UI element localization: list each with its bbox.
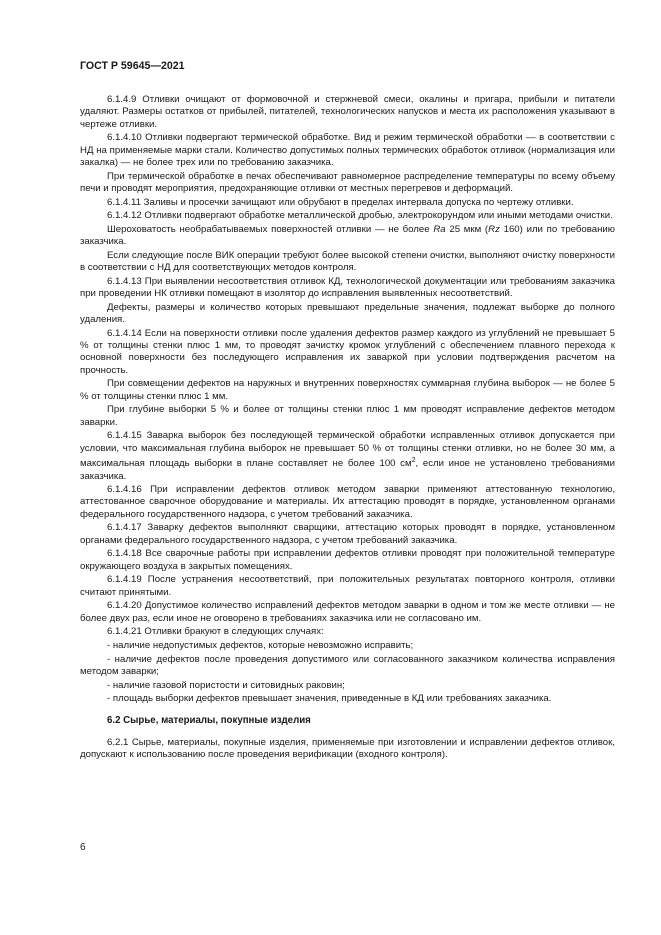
paragraph-6-1-4-15 bbox=[80, 430, 615, 482]
list-item: - наличие газовой пористости и ситовидных раковин; bbox=[107, 679, 345, 691]
document-body bbox=[80, 94, 615, 763]
paragraph-cleaning: Если следующие после ВИК операции требуют более высокой степени очистки, выполняют очистку поверхности в соответствии с НД для соответствующих методов контроля. bbox=[80, 249, 615, 274]
list-item: - площадь выборки дефектов превышает значения, приведенные в КД или требованиях заказчика. bbox=[107, 693, 552, 705]
welding-text-b: , если иное не установлено требованиями заказчика. bbox=[80, 458, 615, 482]
paragraph-defects: Дефекты, размеры и количество которых превышают предельные значения, подлежат выборке до полного удаления. bbox=[80, 301, 615, 326]
paragraph-6-1-4-10: 6.1.4.10 Отливки подвергают термической обработке. Вид и режим термической обработки — в соответствии с НД на применяемые марки стали. Количество допустимых полных термических обработок отливок (нормализация или закалка) — не более трех или по требованию заказчика. bbox=[80, 132, 615, 168]
roughness-text-a: Шероховатость необрабатываемых поверхностей отливки — не более bbox=[107, 223, 434, 235]
page-number: 6 bbox=[80, 842, 86, 853]
paragraph-6-1-4-18: 6.1.4.18 Все сварочные работы при исправлении дефектов отливки проводят при положительной температуре окружающего воздуха в закрытых помещениях. bbox=[80, 548, 615, 572]
paragraph-6-1-4-14: 6.1.4.14 Если на поверхности отливки после удаления дефектов размер каждого из углублений не превышает 5 % от толщины стенки плюс 1 мм, то проводят зачистку кромок углублений с обеспечением плавного перехода к основной поверхности без последующего исправления их заваркой при условии подтверждения расчетом на прочность. bbox=[80, 327, 615, 376]
section-title: 6.2 Сырье, материалы, покупные изделия bbox=[107, 714, 311, 726]
list-item: - наличие недопустимых дефектов, которые невозможно исправить; bbox=[107, 640, 414, 652]
paragraph-6-1-4-12: 6.1.4.12 Отливки подвергают обработке металлической дробью, электрокорундом или иными методами очистки. bbox=[107, 210, 613, 222]
paragraph-combined-defects: При совмещении дефектов на наружных и внутренних поверхностях суммарная глубина выборок — не более 5 % от толщины стенки плюс 1 мм. bbox=[80, 378, 615, 402]
paragraph-6-1-4-9: 6.1.4.9 Отливки очищают от формовочной и стержневой смеси, окалины и пригара, прибыли и питатели удаляют. Размеры остатков от прибылей, питателей, технологических напусков и места их расположения указывают в чертеже отливки. bbox=[80, 94, 615, 130]
paragraph-depth: При глубине выборки 5 % и более от толщины стенки плюс 1 мм проводят исправление дефектов методом заварки. bbox=[80, 404, 615, 428]
welding-text-a: 6.1.4.15 Заварка выборок без последующей термической обработки исправленных отливок допускается при условии, что максимальная глубина выборок не превышает 50 % от толщины стенки отливки, но не более 30 мм, а максимальная площадь выборки в плане составляет не более 100 см bbox=[80, 430, 615, 470]
paragraph-6-1-4-17: 6.1.4.17 Заварку дефектов выполняют сварщики, аттестацию которых проводят в порядке, установленном органами федерального государственного надзора, с учетом требований заказчика. bbox=[80, 522, 615, 546]
roughness-rz: Rz bbox=[488, 223, 500, 235]
paragraph-6-1-4-11: 6.1.4.11 Заливы и просечки зачищают или обрубают в пределах интервала допуска по чертежу отливки. bbox=[107, 196, 574, 208]
paragraph-roughness bbox=[80, 224, 615, 249]
roughness-text-c: 160) или по требованию заказчика. bbox=[80, 223, 615, 248]
paragraph-6-1-4-21: 6.1.4.21 Отливки бракуют в следующих случаях: bbox=[107, 626, 324, 638]
paragraph-6-1-4-19: 6.1.4.19 После устранения несоответствий, при положительных результатах повторного контроля, отливки считают принятыми. bbox=[80, 574, 615, 598]
document-header: ГОСТ Р 59645—2021 bbox=[80, 60, 185, 72]
roughness-text-b: 25 мкм ( bbox=[445, 223, 489, 235]
paragraph-6-1-4-20: 6.1.4.20 Допустимое количество исправлений дефектов методом заварки в одном и том же месте отливки — не более двух раз, если иное не оговорено в требованиях заказчика или не согласовано им. bbox=[80, 600, 615, 624]
paragraph-6-1-4-16: 6.1.4.16 При исправлении дефектов отливок методом заварки применяют аттестованную технологию, аттестованное сварочное оборудование и материалы. Их аттестацию проводят в порядке, установленном органами федерального государственного надзора, с учетом требований заказчика. bbox=[80, 484, 615, 520]
superscript-2: 2 bbox=[411, 457, 416, 464]
paragraph-heat-treatment: При термической обработке в печах обеспечивают равномерное распределение температуры по всему объему печи и проводят мероприятия, предохраняющие отливки от местных перегревов и деформаций. bbox=[80, 170, 615, 194]
paragraph-6-2-1: 6.2.1 Сырье, материалы, покупные изделия, применяемые при изготовлении и исправлении дефектов отливок, допускают к использованию после проведения верификации (входного контроля). bbox=[80, 737, 615, 761]
paragraph-6-1-4-13: 6.1.4.13 При выявлении несоответствия отливок КД, технологической документации или требованиям заказчика при проведении НК отливки помещают в изолятор до исправления выявленных несоответствий. bbox=[80, 275, 615, 300]
roughness-ra: Ra bbox=[433, 223, 446, 235]
list-item: - наличие дефектов после проведения допустимого или согласованного заказчиком количества исправления методом заварки; bbox=[80, 653, 615, 678]
